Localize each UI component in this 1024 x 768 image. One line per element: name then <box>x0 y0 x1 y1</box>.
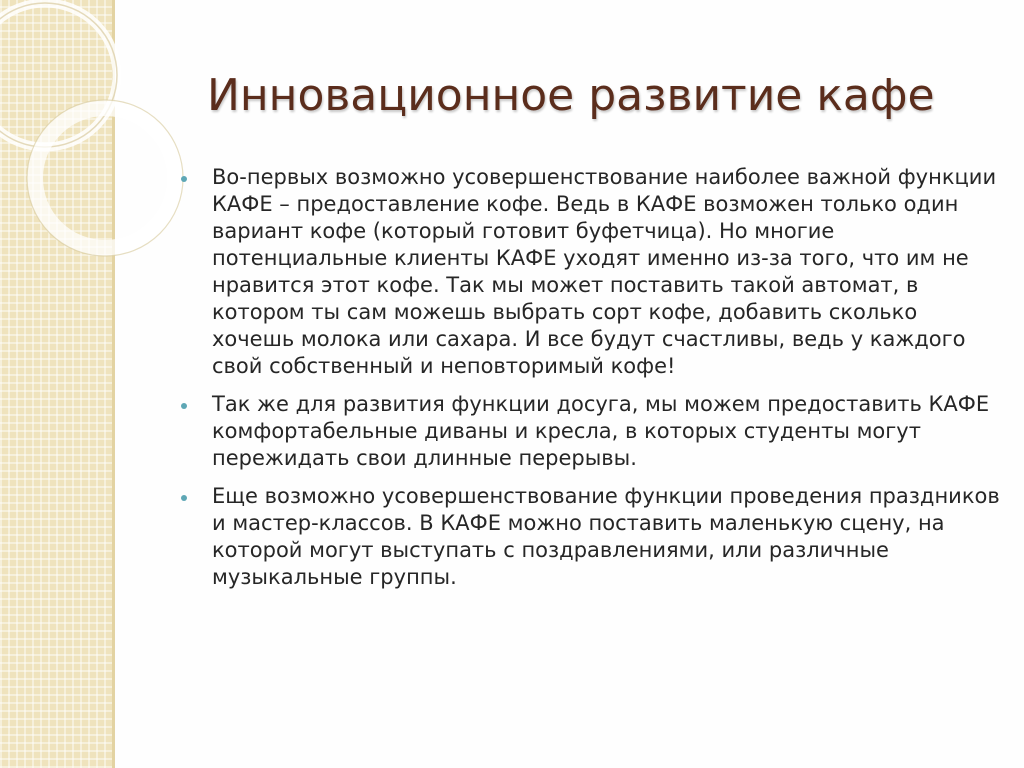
ring-small <box>35 108 175 248</box>
decorative-rings <box>0 0 200 260</box>
bullet-item <box>212 483 1002 591</box>
bullet-dot-icon <box>181 495 187 501</box>
bullet-text: Во-первых возможно усовершенствование наиболее важной функции КАФЕ – предоставление кофе. Ведь в КАФЕ возможен только один вариант кофе (который готовит буфетчица). Но многие потенциальные клиенты КАФЕ уходят именно из-за того, что им не нравится этот кофе. Так мы может поставить такой автомат, в котором ты сам можешь выбрать сорт кофе, добавить сколько хочешь молока или сахара. И все будут счастливы, ведь у каждого свой собственный и неповторимый кофе! <box>212 165 997 378</box>
bullet-text: Еще возможно усовершенствование функции проведения праздников и мастер-классов. В КАФЕ можно поставить маленькую сцену, на которой могут выступать с поздравлениями, или различные музыкальные группы. <box>212 484 1000 589</box>
slide-title: Инновационное развитие кафе <box>207 70 935 121</box>
bullet-item <box>212 164 1002 380</box>
bullet-list <box>212 164 1002 602</box>
bullet-text: Так же для развития функции досуга, мы можем предоставить КАФЕ комфортабельные диваны и кресла, в которых студенты могут пережидать свои длинные перерывы. <box>212 392 990 470</box>
bullet-dot-icon <box>181 403 187 409</box>
bullet-dot-icon <box>181 176 187 182</box>
bullet-item <box>212 391 1002 472</box>
